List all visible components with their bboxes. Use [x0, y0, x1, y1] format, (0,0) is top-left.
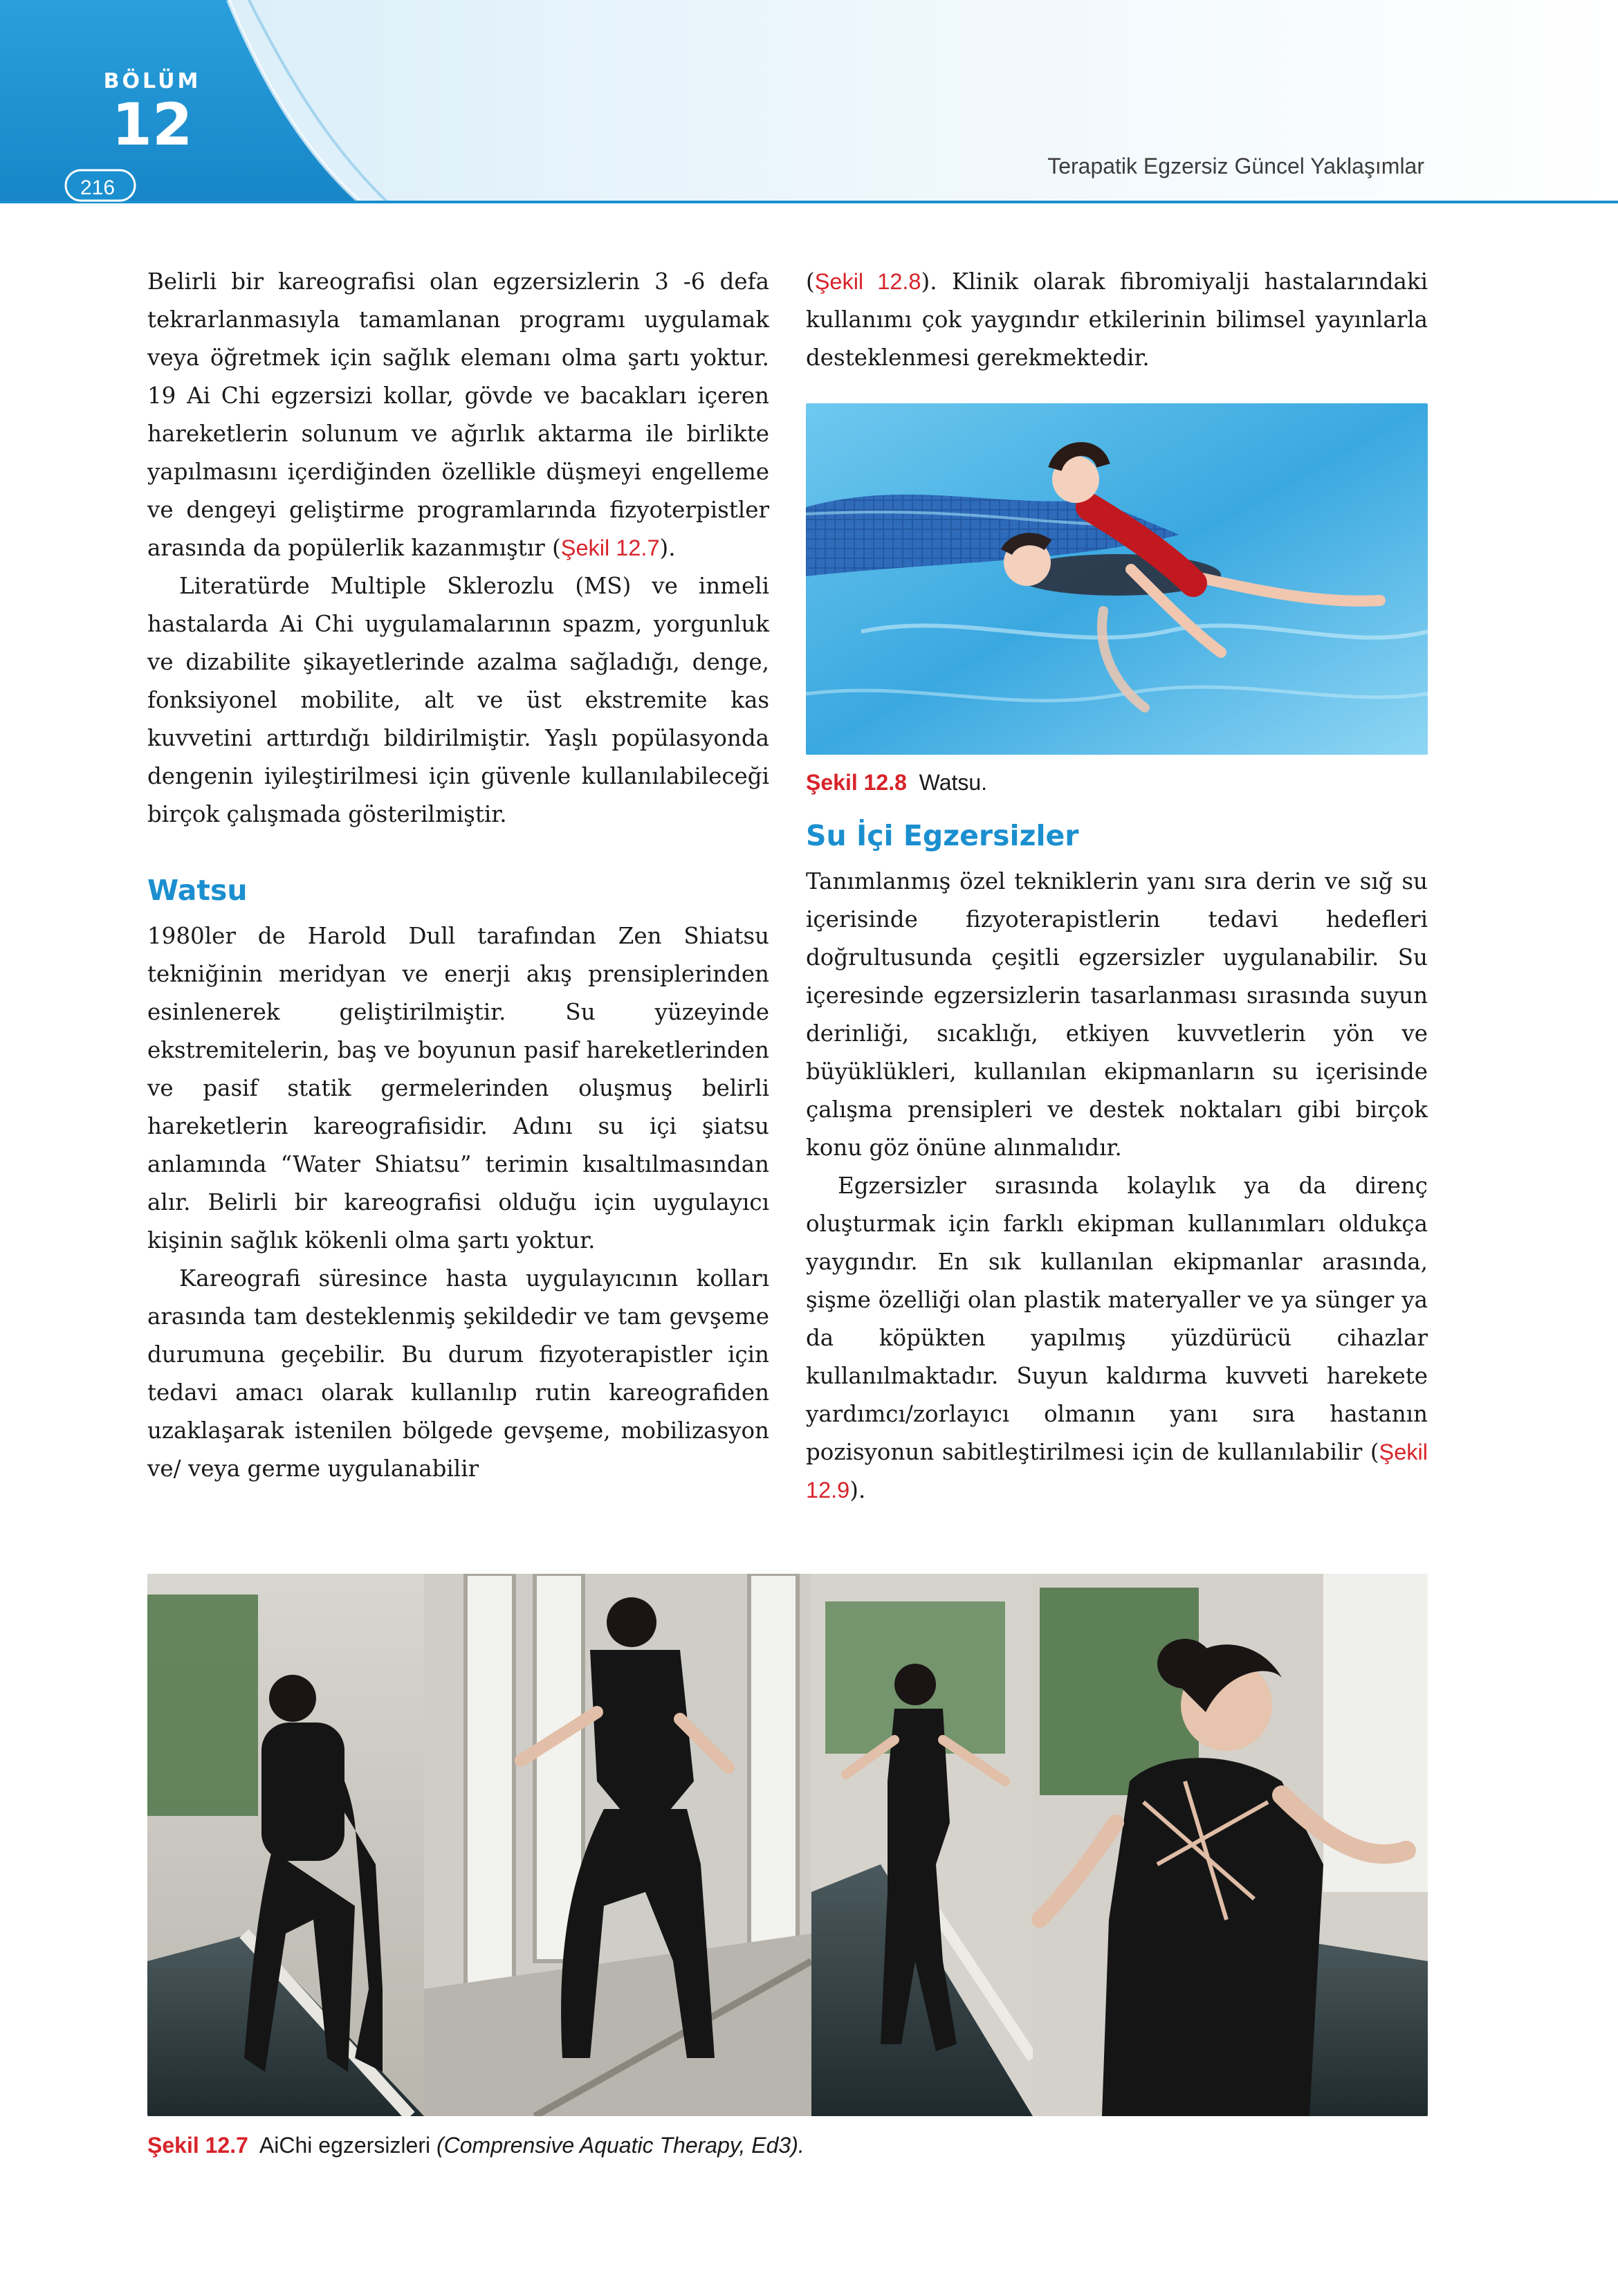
figure-12-7-caption	[147, 2133, 805, 2158]
figure-12-7-source: (Comprensive Aquatic Therapy, Ed3).	[436, 2133, 805, 2158]
paragraph-watsu-choreography: Kareografi süresince hasta uygulayıcının kolları arasında tam desteklenmiş şekildedir ve tam gevşeme durumuna geçebilir. Bu durum fizyoterapistler için tedavi amacı olarak kullanılıp rutin kareografiden uzaklaşarak istenilen bölgede gevşeme, mobilizasyon ve/ veya germe uygulanabilir	[147, 1265, 769, 1482]
figure-ref-12-8[interactable]: Şekil 12.8	[814, 269, 921, 294]
paragraph-watsu-clinical: (Şekil 12.8). Klinik olarak fibromiyalji hastalarındaki kullanımı çok yaygındır etkilerinin bilimsel yayınlarla desteklenmesi gerekmektedir.	[806, 268, 1428, 371]
paragraph-aichi-literature: Literatürde Multiple Sklerozlu (MS) ve inmeli hastalarda Ai Chi uygulamalarının spazm, yorgunluk ve dizabilite şikayetlerinde azalma sağladığı, denge, fonksiyonel mobilite, alt ve üst ekstremite kas kuvvetini arttırdığı bildirilmiştir. Yaşlı popülasyonda dengenin iyileştirilmesi için güvenle kullanılabileceği birçok çalışmada gösterilmiştir.	[147, 573, 769, 827]
running-title: Terapatik Egzersiz Güncel Yaklaşımlar	[1047, 154, 1424, 178]
heading-watsu: Watsu	[147, 874, 248, 907]
right-column	[806, 263, 1428, 1509]
figure-12-7-photo	[147, 1574, 1428, 2116]
figure-ref-12-7[interactable]: Şekil 12.7	[560, 535, 660, 560]
figure-12-7-text: AiChi egzersizleri	[259, 2133, 431, 2158]
paragraph-aichi-program: Belirli bir kareografisi olan egzersizlerin 3 -6 defa tekrarlanmasıyla tamamlanan programı uygulamak veya öğretmek için sağlık elemanı olma şartı yoktur. 19 Ai Chi egzersizi kollar, gövde ve bacakları içeren hareketlerin solunum ve ağırlık aktarma ile birlikte yapılmasını içerdiğinden özellikle düşmeyi engelleme ve dengeyi geliştirme programlarında fizyoterpistler arasında da popülerlik kazanmıştır (Şekil 12.7).	[147, 268, 769, 561]
figure-12-8-caption	[806, 770, 1428, 796]
chapter-number: 12	[111, 91, 193, 158]
paragraph-watsu-origin: 1980ler de Harold Dull tarafından Zen Shiatsu tekniğinin meridyan ve enerji akış prensiplerinden esinlenerek geliştirilmiştir. Su yüzeyinde ekstremitelerin, baş ve boyunun pasif hareketlerinden ve pasif statik germelerinden oluşmuş belirli hareketlerin kareografisidir. Adını su içi şiatsu anlamında “Water Shiatsu” terimin kısaltılmasından alır. Belirli bir kareografisi olduğu için uygulayıcı kişinin sağlık kökenli olma şartı yoktur.	[147, 923, 769, 1254]
figure-12-8-label: Şekil 12.8	[806, 770, 907, 795]
chapter-label: BÖLÜM	[103, 69, 201, 93]
figure-12-8-photo	[806, 403, 1428, 755]
watsu-pool-image	[806, 403, 1428, 755]
left-column	[147, 263, 769, 1488]
figure-12-8-text: Watsu.	[919, 770, 988, 795]
aichi-exercise-image	[147, 1574, 1428, 2116]
heading-su-ici-egzersizler: Su İçi Egzersizler	[806, 819, 1079, 852]
figure-ref-12-9[interactable]: Şekil 12.9	[806, 1440, 1428, 1503]
page-number: 216	[80, 176, 116, 199]
paragraph-equipment: Egzersizler sırasında kolaylık ya da direnç oluşturmak için farklı ekipman kullanımları oldukça yaygındır. En sık kullanılan ekipmanlar arasında, şişme özelliği olan plastik materyaller ve ya sünger ya da köpükten yapılmış yüzdürücü cihazlar kullanılmaktadır. Suyun kaldırma kuvveti harekete yardımcı/zorlayıcı olmanın yanı sıra hastanın pozisyonun sabitleştirilmesi için de kullanılabilir (Şekil 12.9).	[806, 1173, 1428, 1504]
paragraph-water-exercises: Tanımlanmış özel tekniklerin yanı sıra derin ve sığ su içerisinde fizyoterapistlerin tedavi hedefleri doğrultusunda çeşitli egzersizler uygulanabilir. Su içeresinde egzersizlerin tasarlanması sırasında suyun derinliği, sıcaklığı, etkiyen kuvvetlerin yön ve büyüklükleri, kullanılan ekipmanların su içerisinde çalışma prensipleri ve destek noktaları gibi birçok konu göz önüne alınmalıdır.	[806, 868, 1428, 1161]
figure-12-7-label: Şekil 12.7	[147, 2133, 248, 2158]
